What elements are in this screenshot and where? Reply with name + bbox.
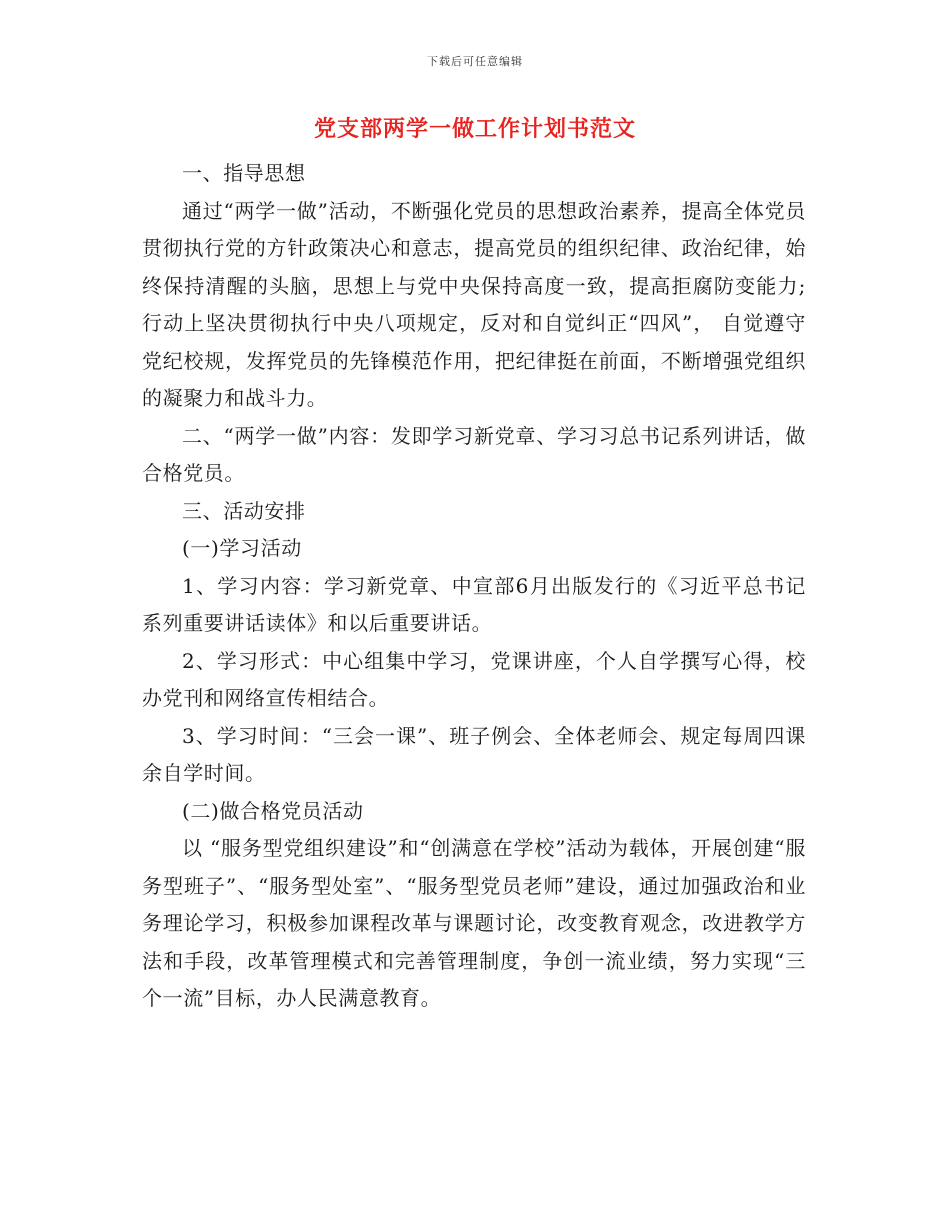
paragraph-guiding-ideology: 通过“两学一做”活动，不断强化党员的思想政治素养，提高全体党员贯彻执行党的方针政策决心和意志，提高党员的组织纪律、政治纪律，始终保持清醒的头脑，思想上与党中央保持高度一致，提高拒腐防变能力;行动上坚决贯彻执行中央八项规定，反对和自觉纠正“四风”， 自觉遵守党纪校规，发挥党员的先锋模范作用，把纪律挺在前面，不断增强党组织的凝聚力和战斗力。 xyxy=(142,198,806,410)
list-item-study-time: 3、学习时间：“三会一课”、班子例会、全体老师会、规定每周四课余自学时间。 xyxy=(142,723,806,785)
document-body xyxy=(142,155,806,1018)
list-item-study-form: 2、学习形式：中心组集中学习，党课讲座，个人自学撰写心得，校办党刊和网络宣传相结合。 xyxy=(142,648,806,710)
paragraph-qualified-member: 以 “服务型党组织建设”和“创满意在学校”活动为载体，开展创建“服务型班子”、“服务型处室”、“服务型党员老师”建设，通过加强政治和业务理论学习，积极参加课程改革与课题讨论，改变教育观念，改进教学方法和手段，改革管理模式和完善管理制度，争创一流业绩，努力实现“三个一流”目标，办人民满意教育。 xyxy=(142,836,806,1010)
header-note: 下载后可任意编辑 xyxy=(427,55,523,68)
section-heading-guiding-ideology: 一、指导思想 xyxy=(182,161,306,185)
document-title: 党支部两学一做工作计划书范文 xyxy=(313,116,636,142)
subsection-heading-qualified-member: (二)做合格党员活动 xyxy=(182,798,364,823)
section-heading-content: 二、“两学一做”内容：发即学习新党章、学习习总书记系列讲话，做合格党员。 xyxy=(142,423,806,485)
list-item-study-content: 1、学习内容：学习新党章、中宣部6月出版发行的《习近平总书记系列重要讲话读体》和以后重要讲话。 xyxy=(142,573,806,635)
subsection-heading-study-activities: (一)学习活动 xyxy=(182,536,302,560)
section-heading-activity-arrangement: 三、活动安排 xyxy=(182,498,306,523)
